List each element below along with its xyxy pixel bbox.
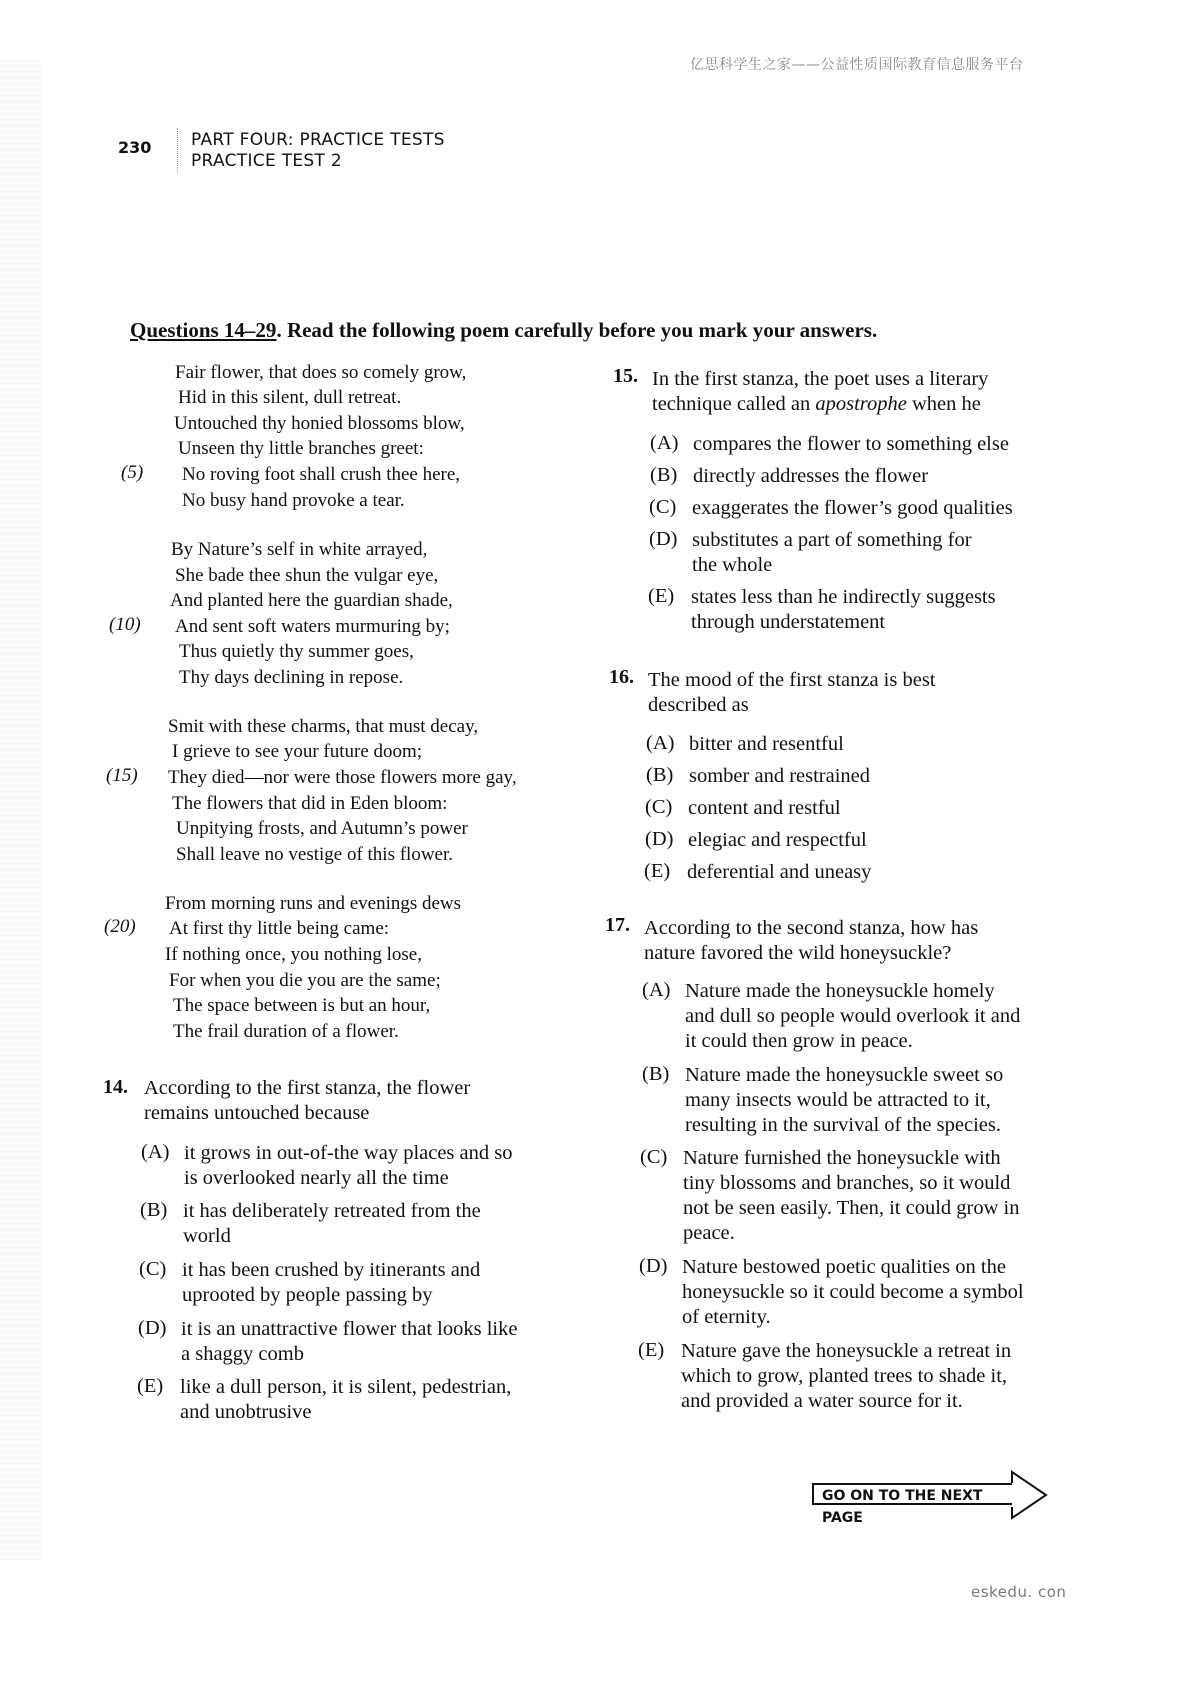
poem-line: Thy days declining in repose.: [179, 667, 404, 688]
question-number: 16.: [609, 666, 634, 688]
question-stem: described as: [648, 694, 749, 716]
option-text: content and restful: [688, 797, 841, 819]
poem-line: Fair flower, that does so comely grow,: [175, 362, 467, 383]
poem-line: And planted here the guardian shade,: [170, 590, 453, 611]
question-number: 15.: [613, 365, 638, 387]
option-text: resulting in the survival of the species.: [685, 1114, 1001, 1136]
option-letter[interactable]: (B): [642, 1063, 670, 1085]
option-text: exaggerates the flower’s good qualities: [692, 497, 1013, 519]
option-text: Nature made the honeysuckle homely: [685, 980, 995, 1002]
option-text: deferential and uneasy: [687, 861, 872, 883]
option-text: tiny blossoms and branches, so it would: [683, 1172, 1011, 1194]
option-letter[interactable]: (B): [646, 764, 674, 786]
question-number: 14.: [103, 1076, 128, 1098]
poem-line: The space between is but an hour,: [173, 995, 431, 1016]
poem-line: Unpitying frosts, and Autumn’s power: [176, 818, 468, 839]
option-text: a shaggy comb: [181, 1343, 304, 1365]
option-letter[interactable]: (B): [140, 1199, 168, 1221]
option-text: bitter and resentful: [689, 733, 844, 755]
option-text: the whole: [692, 554, 773, 576]
option-letter[interactable]: (E): [137, 1375, 164, 1397]
option-letter[interactable]: (A): [642, 979, 671, 1001]
question-number: 17.: [605, 914, 630, 936]
poem-line: I grieve to see your future doom;: [172, 741, 423, 762]
question-stem: The mood of the first stanza is best: [648, 669, 936, 691]
option-text: Nature bestowed poetic qualities on the: [682, 1256, 1006, 1278]
option-text: and unobtrusive: [180, 1401, 312, 1423]
option-text: compares the flower to something else: [693, 433, 1009, 455]
option-text: states less than he indirectly suggests: [691, 586, 996, 608]
option-text: world: [183, 1225, 231, 1247]
option-text: substitutes a part of something for: [692, 529, 972, 551]
option-text: Nature furnished the honeysuckle with: [683, 1147, 1001, 1169]
option-letter[interactable]: (D): [639, 1255, 668, 1277]
option-letter[interactable]: (D): [649, 528, 678, 550]
scan-edge-shadow: [0, 60, 42, 1560]
option-text: Nature made the honeysuckle sweet so: [685, 1064, 1004, 1086]
poem-line: If nothing once, you nothing lose,: [165, 944, 422, 965]
poem-line: Smit with these charms, that must decay,: [168, 716, 479, 737]
page-number: 230: [118, 138, 152, 157]
header-divider: [177, 128, 178, 172]
line-number: (20): [104, 916, 136, 937]
option-letter[interactable]: (D): [138, 1317, 167, 1339]
stem-text: when he: [906, 393, 981, 415]
option-text: many insects would be attracted to it,: [685, 1089, 991, 1111]
instructions-text: . Read the following poem carefully before you mark your answers.: [276, 318, 878, 342]
option-text: like a dull person, it is silent, pedestrian,: [180, 1376, 512, 1398]
line-number: (10): [109, 614, 141, 635]
option-letter[interactable]: (C): [649, 496, 677, 518]
stem-text: technique called an: [652, 393, 816, 415]
poem-line: By Nature’s self in white arrayed,: [171, 539, 428, 560]
option-text: it could then grow in peace.: [685, 1030, 913, 1052]
poem-line: For when you die you are the same;: [169, 970, 441, 991]
question-stem: According to the second stanza, how has: [644, 917, 979, 939]
question-stem: In the first stanza, the poet uses a literary: [652, 368, 989, 390]
question-stem: According to the first stanza, the flower: [144, 1077, 471, 1099]
option-text: and dull so people would overlook it and: [685, 1005, 1021, 1027]
option-text: it grows in out-of-the way places and so: [184, 1142, 513, 1164]
poem-line: Unseen thy little branches greet:: [178, 438, 424, 459]
question-stem: remains untouched because: [144, 1102, 370, 1124]
option-text: of eternity.: [682, 1306, 771, 1328]
option-letter[interactable]: (A): [650, 432, 679, 454]
question-stem: nature favored the wild honeysuckle?: [644, 942, 952, 964]
option-text: somber and restrained: [689, 765, 871, 787]
option-letter[interactable]: (C): [645, 796, 673, 818]
poem-line: At first thy little being came:: [169, 918, 390, 939]
option-text: honeysuckle so it could become a symbol: [682, 1281, 1024, 1303]
option-text: directly addresses the flower: [693, 465, 929, 487]
option-letter[interactable]: (E): [638, 1339, 665, 1361]
option-letter[interactable]: (A): [141, 1141, 170, 1163]
question-stem: [652, 392, 981, 417]
option-text: uprooted by people passing by: [182, 1284, 433, 1306]
footer-site: eskedu. con: [971, 1583, 1067, 1601]
line-number: (5): [121, 462, 144, 483]
header-part: PART FOUR: PRACTICE TESTS: [191, 130, 445, 150]
poem-line: She bade thee shun the vulgar eye,: [175, 565, 439, 586]
option-letter[interactable]: (D): [645, 828, 674, 850]
poem-line: Untouched thy honied blossoms blow,: [174, 413, 465, 434]
poem-line: No roving foot shall crush thee here,: [182, 464, 461, 485]
line-number: (15): [106, 765, 138, 786]
instructions: [130, 318, 877, 343]
option-letter[interactable]: (C): [139, 1258, 167, 1280]
arrow-right-icon: [1006, 1470, 1050, 1520]
poem-line: The frail duration of a flower.: [173, 1021, 399, 1042]
poem-line: They died—nor were those flowers more gay,: [168, 767, 517, 788]
option-text: it has been crushed by itinerants and: [182, 1259, 481, 1281]
header-test: PRACTICE TEST 2: [191, 151, 343, 171]
question-range: Questions 14–29: [130, 318, 277, 342]
option-text: it is an unattractive flower that looks like: [181, 1318, 518, 1340]
poem-line: The flowers that did in Eden bloom:: [172, 793, 448, 814]
option-text: is overlooked nearly all the time: [184, 1167, 449, 1189]
option-text: elegiac and respectful: [688, 829, 867, 851]
option-letter[interactable]: (C): [640, 1146, 668, 1168]
poem-line: No busy hand provoke a tear.: [182, 490, 405, 511]
watermark-text: 亿思科学生之家——公益性质国际教育信息服务平台: [690, 57, 1024, 73]
poem-line: And sent soft waters murmuring by;: [175, 616, 450, 637]
option-text: peace.: [683, 1222, 735, 1244]
stem-term: apostrophe: [815, 393, 907, 415]
option-letter[interactable]: (E): [644, 860, 671, 882]
option-text: it has deliberately retreated from the: [183, 1200, 481, 1222]
option-letter[interactable]: (E): [648, 585, 675, 607]
option-text: Nature gave the honeysuckle a retreat in: [681, 1340, 1012, 1362]
option-text: and provided a water source for it.: [681, 1390, 963, 1412]
poem-line: From morning runs and evenings dews: [165, 893, 462, 914]
option-text: which to grow, planted trees to shade it,: [681, 1365, 1008, 1387]
poem-line: Shall leave no vestige of this flower.: [176, 844, 454, 865]
option-letter[interactable]: (A): [646, 732, 675, 754]
option-text: through understatement: [691, 611, 886, 633]
next-page-label: GO ON TO THE NEXT PAGE: [812, 1483, 1012, 1505]
poem-line: Hid in this silent, dull retreat.: [178, 387, 402, 408]
poem-line: Thus quietly thy summer goes,: [179, 641, 414, 662]
option-letter[interactable]: (B): [650, 464, 678, 486]
option-text: not be seen easily. Then, it could grow in: [683, 1197, 1020, 1219]
